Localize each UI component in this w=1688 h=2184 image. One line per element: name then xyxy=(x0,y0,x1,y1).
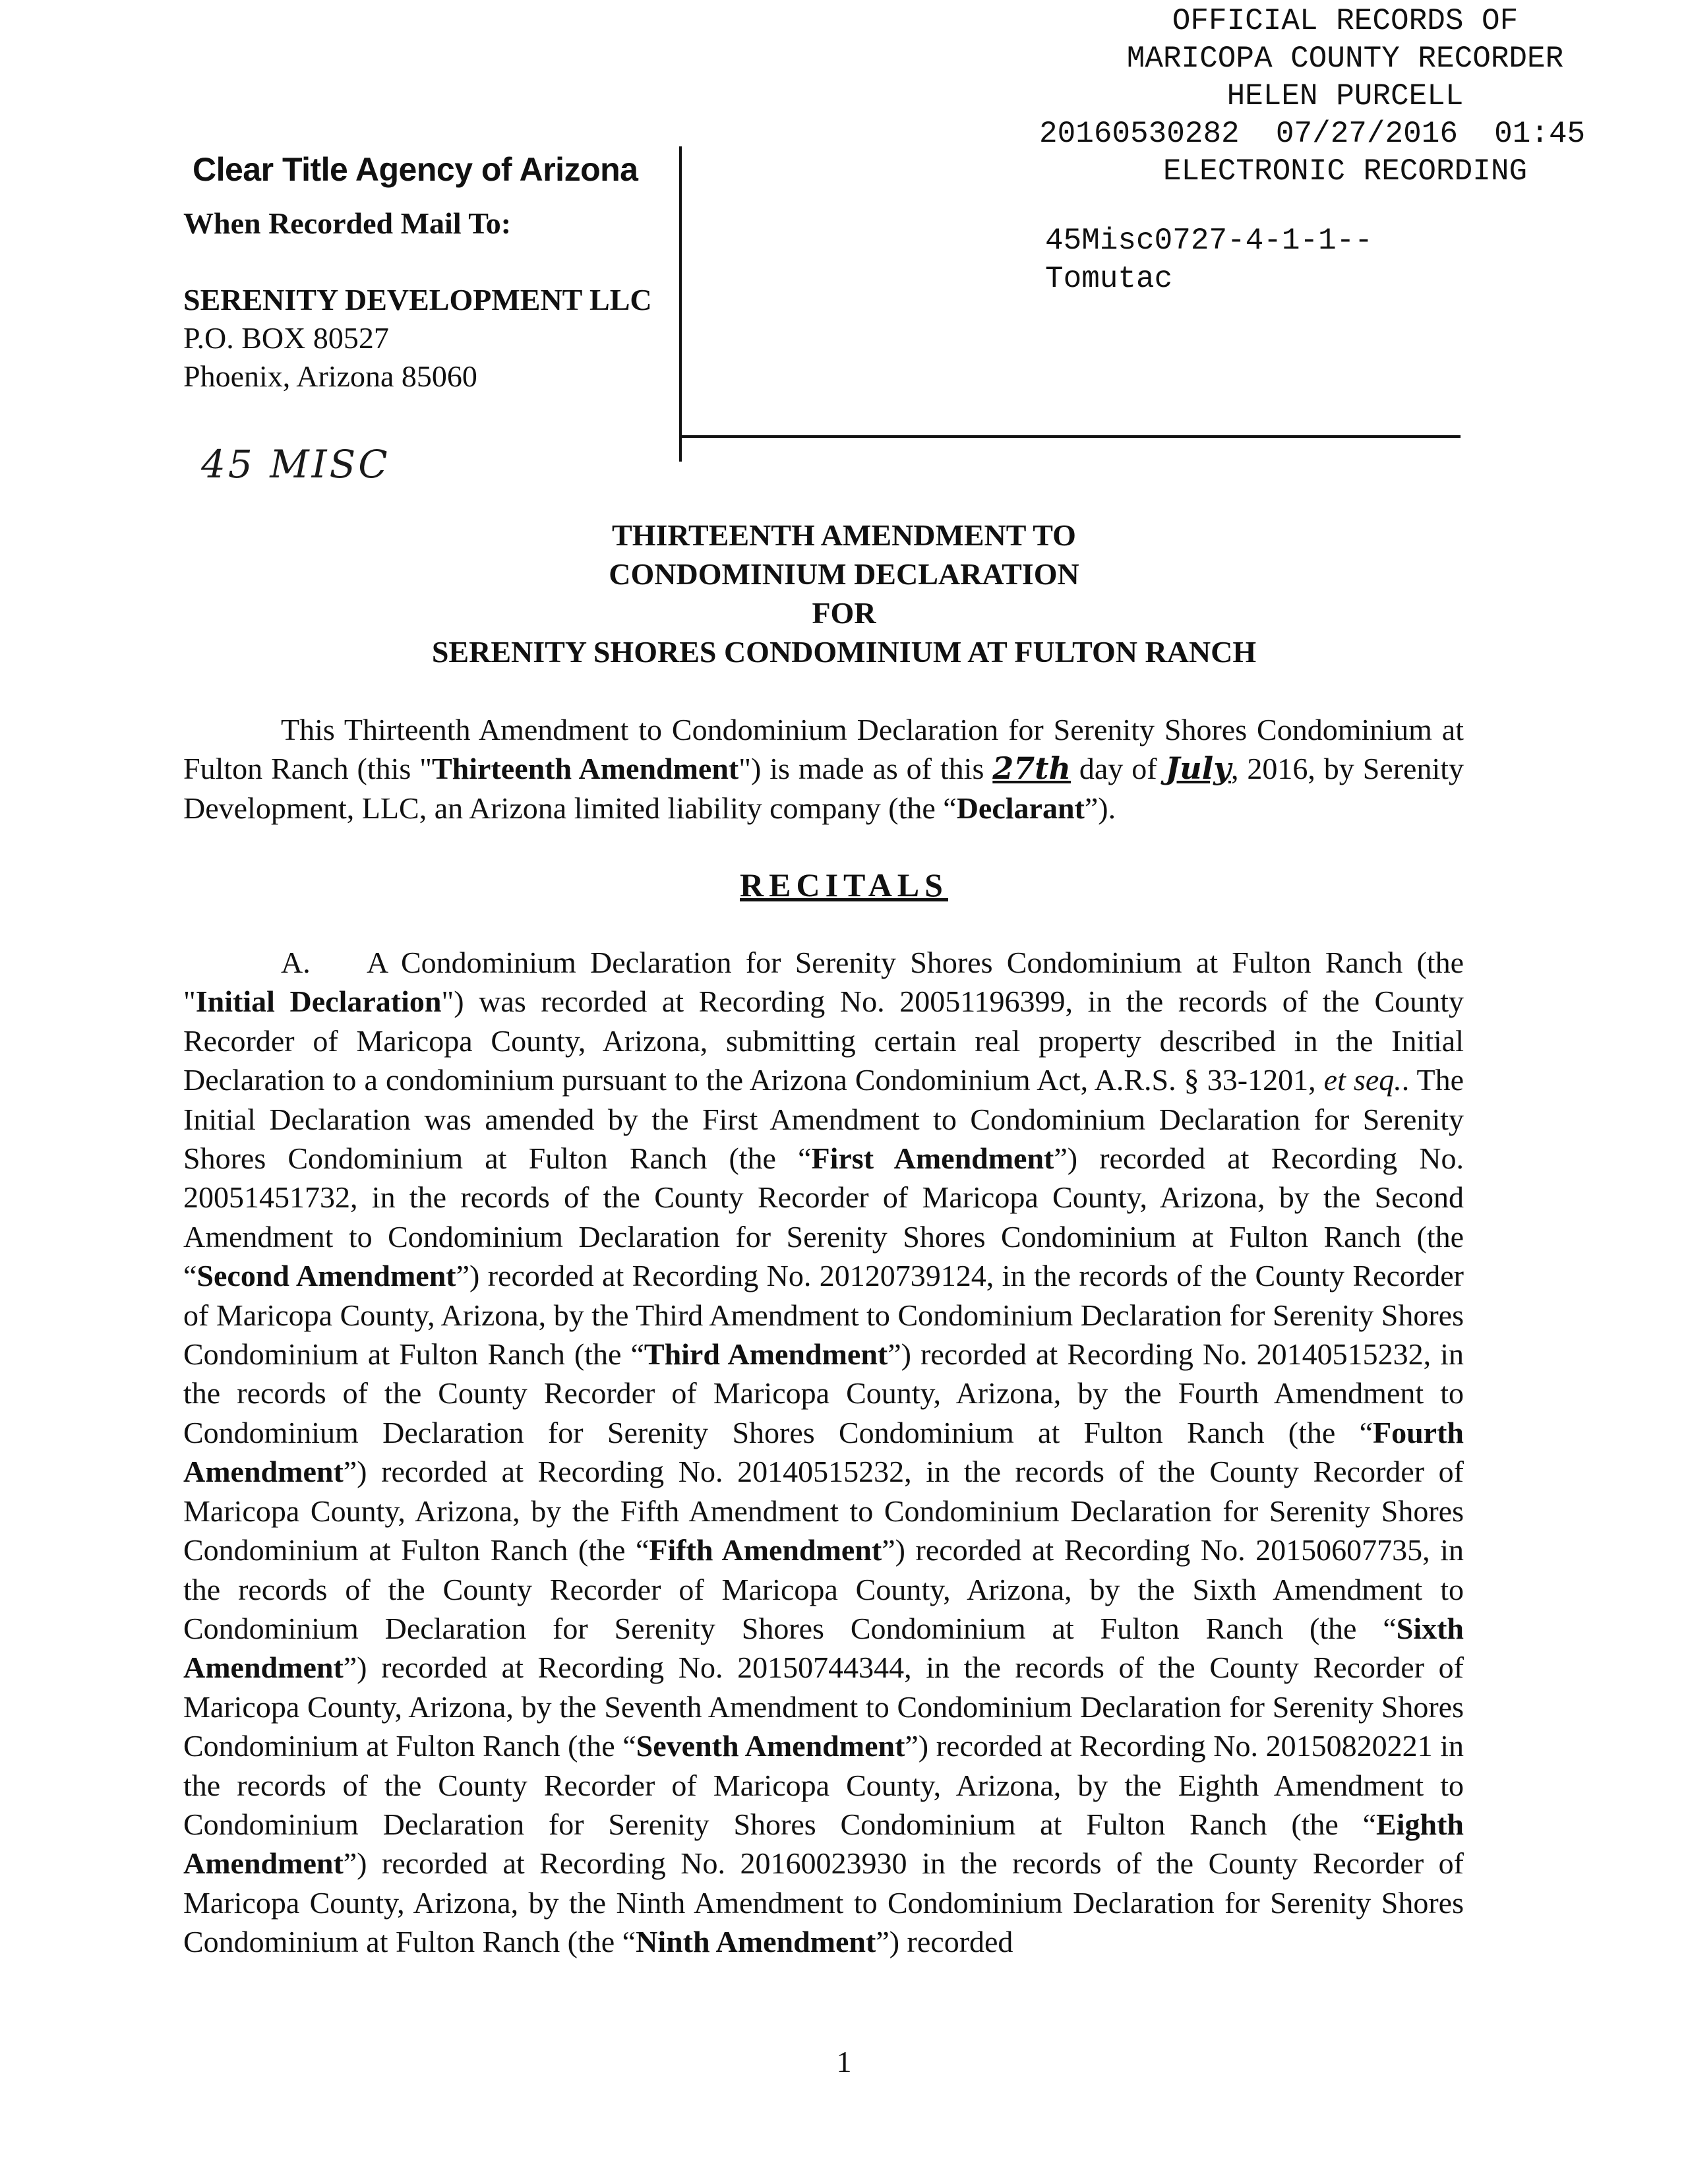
intro-text: This Thirteenth Amendment to Condominium Declaration for Serenity Shores Condominium at Fulton Ranch (this " xyxy=(183,713,1464,786)
recording-date: 07/27/2016 xyxy=(1275,117,1458,151)
title-line-3: FOR xyxy=(812,596,876,630)
page-number: 1 xyxy=(836,2045,852,2078)
mail-to-label: When Recorded Mail To: xyxy=(183,206,512,240)
intro-paragraph xyxy=(183,710,1464,828)
handwritten-day: 27th xyxy=(992,750,1071,787)
recital-text: ”) recorded at Recording No. 20140515232, in the records of the County Recorder of Maricopa County, Arizona, by the Fifth Amendment to Condominium Declaration for Serenity Shores Condominium at Fulton Ranch (the “ xyxy=(183,1455,1464,1567)
defined-term: Seventh Amendment xyxy=(636,1729,905,1763)
recording-number-line xyxy=(1015,115,1675,153)
title-line-1: THIRTEENTH AMENDMENT TO xyxy=(612,518,1076,552)
mail-to-city: Phoenix, Arizona 85060 xyxy=(183,359,477,393)
defined-term: Sixth Amendment xyxy=(183,1611,1464,1685)
recital-a xyxy=(183,943,1464,1962)
intro-text: day of xyxy=(1071,752,1166,786)
recorder-stamp xyxy=(1015,3,1675,191)
recorder-line-1: OFFICIAL RECORDS OF xyxy=(1172,4,1519,38)
defined-term: Declarant xyxy=(956,791,1085,825)
title-line-2: CONDOMINIUM DECLARATION xyxy=(609,557,1079,591)
title-line-4: SERENITY SHORES CONDOMINIUM AT FULTON RANCH xyxy=(431,635,1257,669)
recording-time: 01:45 xyxy=(1494,117,1586,151)
defined-term: Initial Declaration xyxy=(195,985,442,1019)
recording-id-line-2: Tomutac xyxy=(1045,262,1173,296)
defined-term: Second Amendment xyxy=(196,1259,456,1293)
recitals-heading: RECITALS xyxy=(740,866,948,903)
mail-to-block xyxy=(183,204,652,396)
intro-text: , 2016, by Serenity Development, LLC, an Arizona limited liability company (the “ xyxy=(183,752,1464,825)
recital-label: A. xyxy=(281,946,311,979)
recital-text: ”) recorded at Recording No. 20140515232, in the records of the County Recorder of Maricopa County, Arizona, by the Fourth Amendment to Condominium Declaration for Serenity Shores Condominium at Fulton Ranch (the “ xyxy=(183,1337,1464,1449)
defined-term: Fifth Amendment xyxy=(649,1533,882,1567)
latin-term: et seq. xyxy=(1323,1063,1402,1097)
recital-text: ") was recorded at Recording No. 20051196399, in the records of the County Recorder of Maricopa County, Arizona, submitting certain real property described in the Initial Declaration to a condominium pursuant to the Arizona Condominium Act, A.R.S. § 33-1201, xyxy=(183,985,1464,1097)
recital-text: A Condominium Declaration for Serenity Shores Condominium at Fulton Ranch (the " xyxy=(183,946,1464,1019)
recording-id xyxy=(1045,222,1373,298)
title-agency-stamp: Clear Title Agency of Arizona xyxy=(193,151,638,188)
mail-to-po-box: P.O. BOX 80527 xyxy=(183,321,389,355)
recorder-line-3: HELEN PURCELL xyxy=(1226,79,1464,113)
vertical-divider xyxy=(679,146,682,462)
horizontal-divider xyxy=(679,435,1461,438)
recorder-line-5: ELECTRONIC RECORDING xyxy=(1162,154,1528,189)
document-title xyxy=(185,516,1503,671)
defined-term: Thirteenth Amendment xyxy=(432,752,739,786)
defined-term: Ninth Amendment xyxy=(636,1925,876,1959)
handwritten-month: July xyxy=(1165,750,1231,787)
recorder-line-2: MARICOPA COUNTY RECORDER xyxy=(1126,42,1564,76)
defined-term: Fourth Amendment xyxy=(183,1415,1464,1489)
recital-text: ”) recorded at Recording No. 20051451732, in the records of the County Recorder of Maricopa County, Arizona, by the Second Amendment to Condominium Declaration for Serenity Shores Condominium at Fulton Ranch (the “ xyxy=(183,1141,1464,1293)
defined-term: Eighth Amendment xyxy=(183,1807,1464,1881)
defined-term: First Amendment xyxy=(811,1141,1054,1176)
recital-text: ”) recorded at Recording No. 20150744344, in the records of the County Recorder of Maricopa County, Arizona, by the Seventh Amendment to Condominium Declaration for Serenity Shores Condominium at Fulton Ranch (the “ xyxy=(183,1651,1464,1763)
recital-text: ”) recorded xyxy=(876,1925,1013,1959)
intro-text: ”). xyxy=(1084,791,1116,825)
recital-text: ”) recorded at Recording No. 20160023930 in the records of the County Recorder of Maricopa County, Arizona, by the Ninth Amendment to Condominium Declaration for Serenity Shores Condominium at Fulton Ranch (the “ xyxy=(183,1846,1464,1959)
defined-term: Third Amendment xyxy=(644,1337,888,1372)
handwritten-note: 45 MISC xyxy=(201,442,390,487)
intro-text: ") is made as of this xyxy=(738,752,993,786)
mail-to-name: SERENITY DEVELOPMENT LLC xyxy=(183,283,652,317)
recording-id-line-1: 45Misc0727-4-1-1-- xyxy=(1045,224,1373,258)
recital-text: ”) recorded at Recording No. 20150820221 in the records of the County Recorder of Maricopa County, Arizona, by the Eighth Amendment to Condominium Declaration for Serenity Shores Condominium at Fulton Ranch (the “ xyxy=(183,1729,1464,1841)
recital-text: . The Initial Declaration was amended by the First Amendment to Condominium Declaration for Serenity Shores Condominium at Fulton Ranch (the “ xyxy=(183,1063,1464,1176)
recital-text: ”) recorded at Recording No. 20150607735, in the records of the County Recorder of Maricopa County, Arizona, by the Sixth Amendment to Condominium Declaration for Serenity Shores Condominium at Fulton Ranch (the “ xyxy=(183,1533,1464,1645)
recital-text: ”) recorded at Recording No. 20120739124, in the records of the County Recorder of Maricopa County, Arizona, by the Third Amendment to Condominium Declaration for Serenity Shores Condominium at Fulton Ranch (the “ xyxy=(183,1259,1464,1372)
recording-number: 20160530282 xyxy=(1039,117,1240,151)
